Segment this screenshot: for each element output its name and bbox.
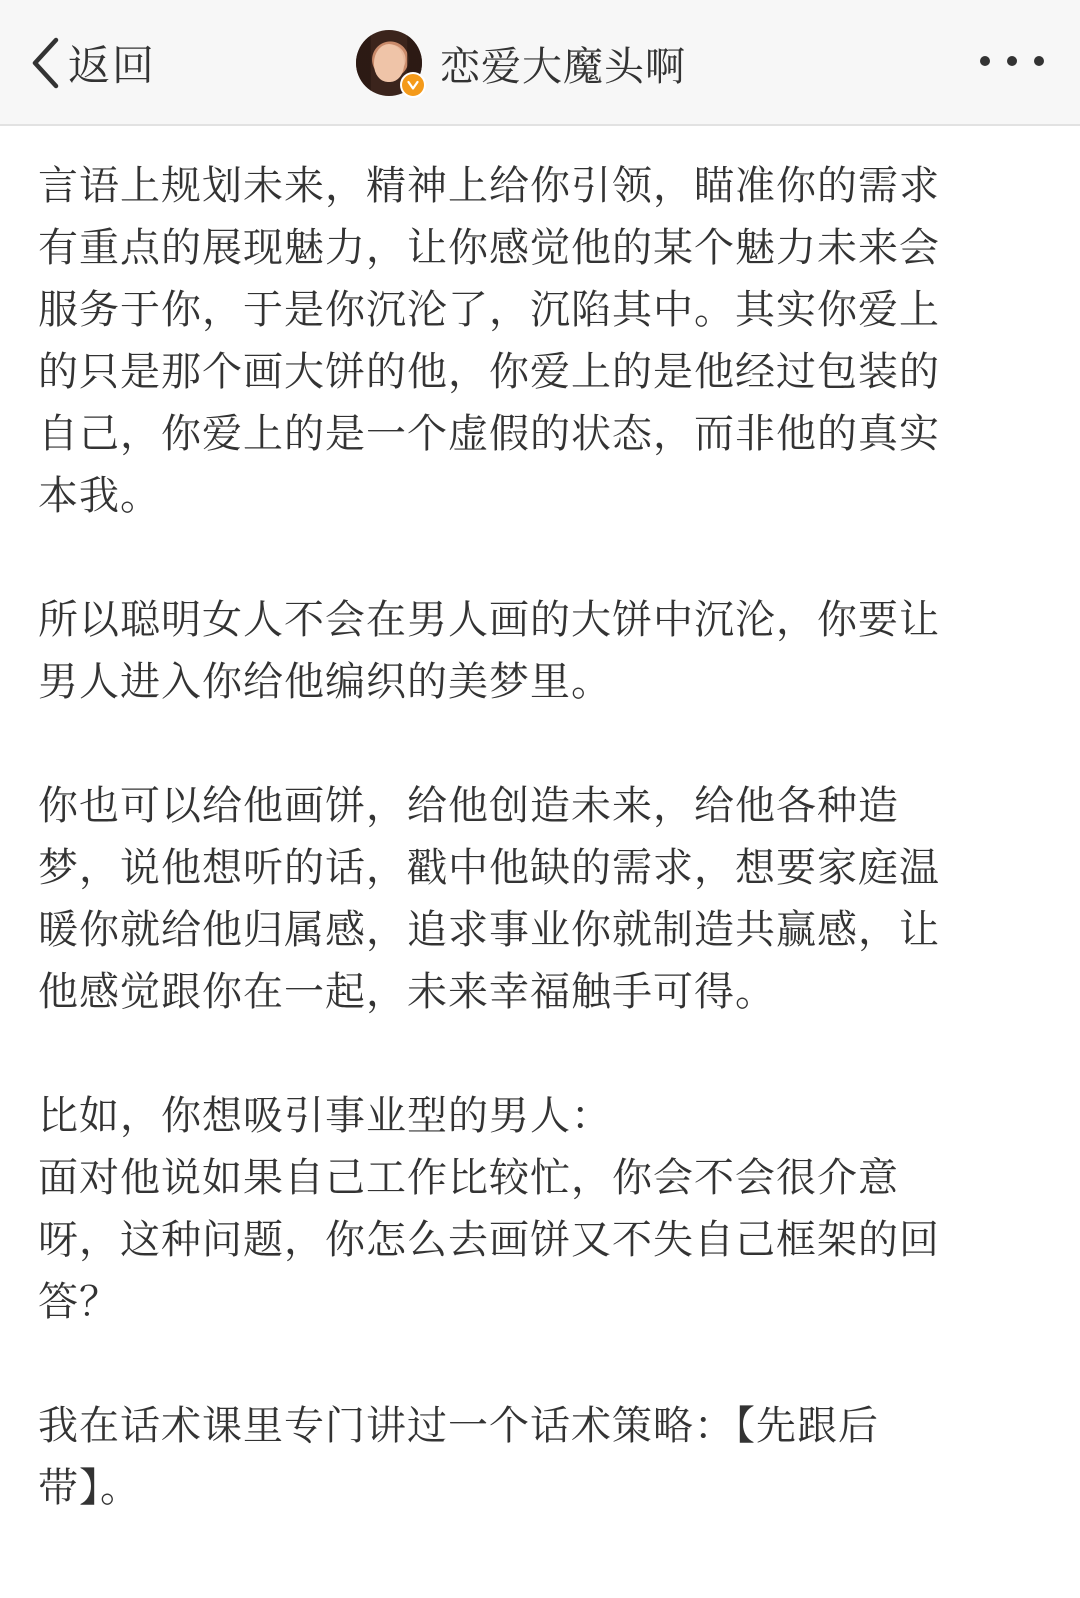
more-dots-icon [1007,56,1017,66]
paragraph [38,589,1038,713]
text-line: 自己，你爱上的是一个虚假的状态，而非他的真实 [38,411,940,457]
text-line: 带】。 [38,1465,141,1511]
chevron-left-icon [30,37,60,89]
text-line: 他感觉跟你在一起，未来幸福触手可得。 [38,969,776,1015]
paragraph [38,1085,1038,1333]
verified-badge-icon [400,72,426,98]
text-line: 所以聪明女人不会在男人画的大饼中沉沦，你要让 [38,597,940,643]
more-dots-icon [980,56,990,66]
avatar[interactable] [356,30,422,96]
text-line: 呀，这种问题，你怎么去画饼又不失自己框架的回 [38,1217,940,1263]
profile-header[interactable] [356,28,686,98]
paragraph [38,775,1038,1023]
more-dots-icon [1034,56,1044,66]
text-line: 暖你就给他归属感，追求事业你就制造共赢感，让 [38,907,940,953]
back-label: 返回 [68,41,157,90]
text-line: 男人进入你给他编织的美梦里。 [38,659,612,705]
top-nav-bar [0,0,1080,126]
paragraph [38,1395,1038,1519]
text-line: 的只是那个画大饼的他，你爱上的是他经过包装的 [38,349,940,395]
back-button[interactable] [30,30,156,96]
text-line: 答？ [38,1279,120,1325]
text-line: 本我。 [38,473,161,519]
text-line: 你也可以给他画饼，给他创造未来，给他各种造 [38,783,899,829]
more-button[interactable] [980,46,1044,76]
text-line: 有重点的展现魅力，让你感觉他的某个魅力未来会 [38,225,940,271]
text-line: 言语上规划未来，精神上给你引领，瞄准你的需求 [38,163,940,209]
text-line: 比如，你想吸引事业型的男人： [38,1093,612,1139]
text-line: 服务于你，于是你沉沦了，沉陷其中。其实你爱上 [38,287,940,333]
paragraph [38,155,1038,527]
text-line: 梦，说他想听的话，戳中他缺的需求，想要家庭温 [38,845,940,891]
username[interactable]: 恋爱大魔头啊 [440,43,686,90]
text-line: 面对他说如果自己工作比较忙，你会不会很介意 [38,1155,899,1201]
article-body [38,155,1038,1581]
text-line: 我在话术课里专门讲过一个话术策略：【先跟后 [38,1403,879,1449]
